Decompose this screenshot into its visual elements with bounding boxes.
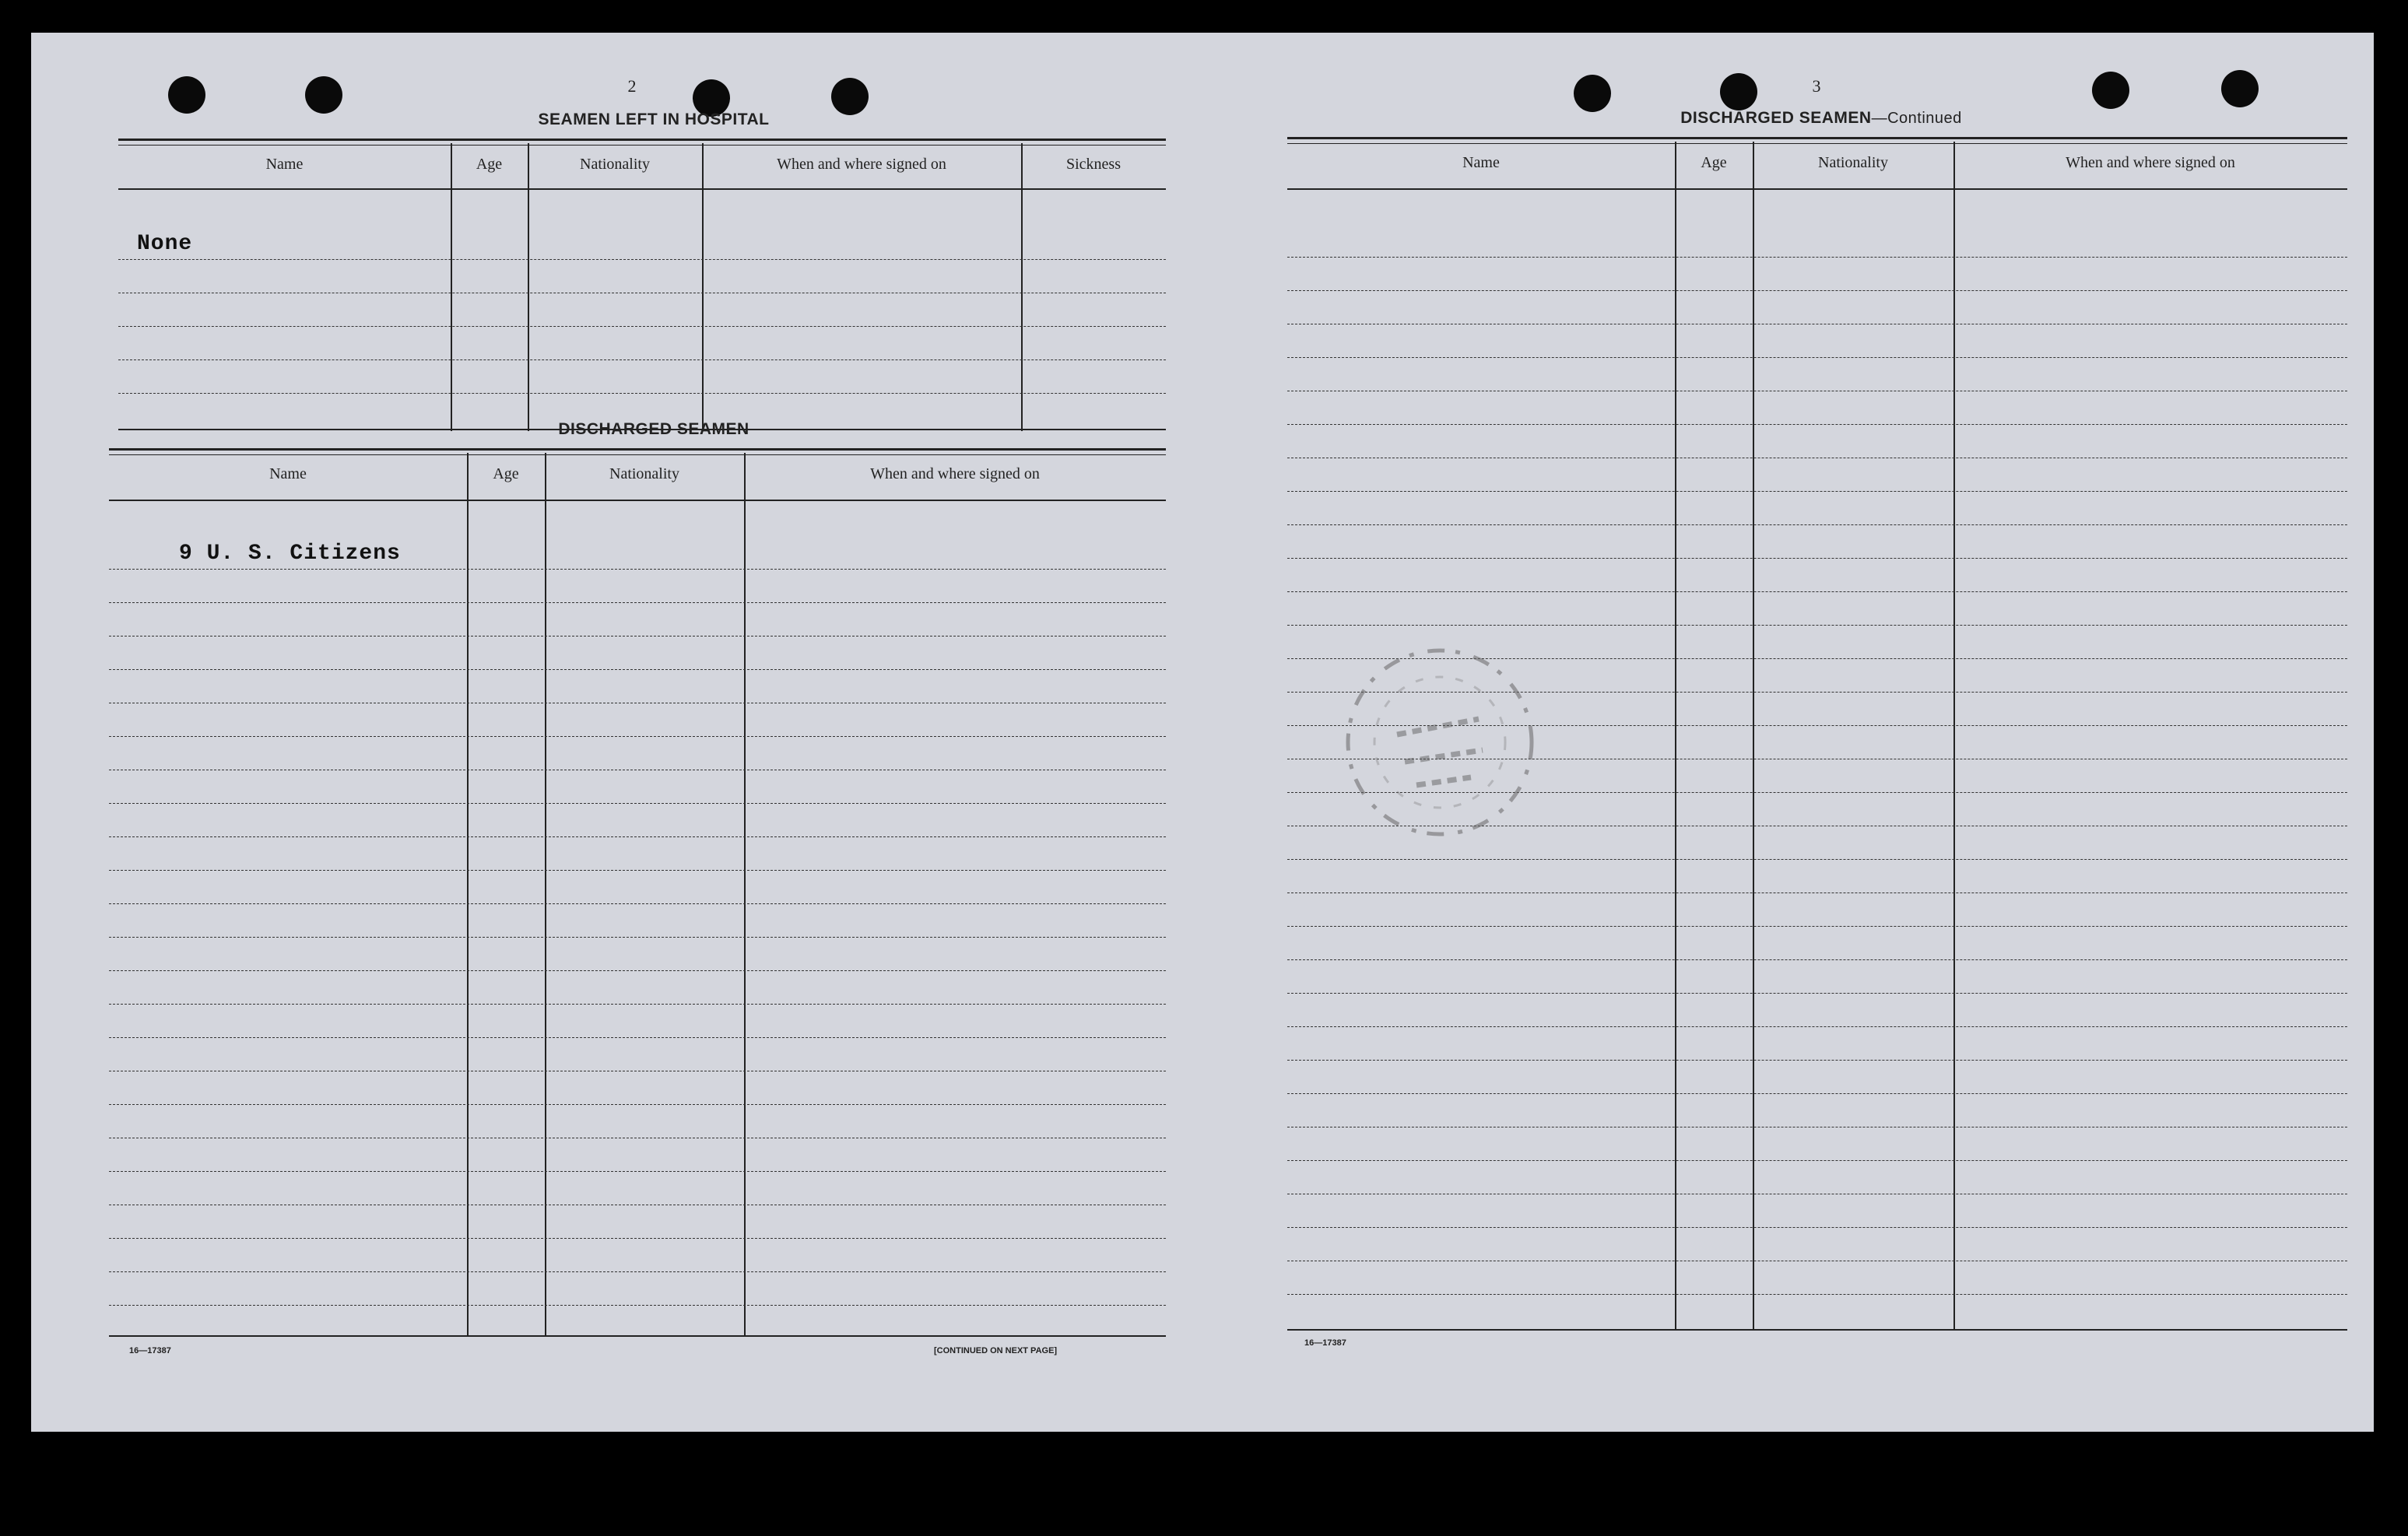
discharged-entry: 9 U. S. Citizens — [179, 542, 401, 566]
faded-stamp — [1323, 626, 1557, 859]
discharged-section-title: DISCHARGED SEAMEN — [558, 420, 749, 438]
binder-hole — [168, 76, 205, 114]
column-header-age: Age — [476, 156, 503, 173]
column-header-age: Age — [1701, 154, 1727, 171]
hospital-table — [118, 139, 1166, 434]
ledger-sheet — [31, 33, 2374, 1432]
binder-hole — [831, 78, 869, 115]
form-number-right: 16—17387 — [1304, 1338, 1346, 1348]
right-section-title — [1572, 109, 2070, 128]
column-header-signed-on: When and where signed on — [2066, 154, 2235, 171]
hospital-entry: None — [137, 232, 193, 256]
binder-hole — [2092, 72, 2129, 109]
column-header-nationality: Nationality — [609, 465, 679, 482]
page-number-right: 3 — [1812, 76, 1821, 96]
binder-hole — [305, 76, 342, 114]
column-header-name: Name — [265, 156, 304, 173]
column-header-signed-on: When and where signed on — [777, 156, 946, 173]
right-section-title-text: DISCHARGED SEAMEN — [1680, 109, 1872, 127]
column-header-name: Name — [269, 465, 307, 482]
column-header-age: Age — [493, 465, 519, 482]
hospital-section-title: SEAMEN LEFT IN HOSPITAL — [538, 110, 770, 128]
column-header-sickness: Sickness — [1066, 156, 1121, 173]
page-number-left: 2 — [627, 76, 637, 96]
binder-hole — [1720, 73, 1757, 110]
binder-hole — [2221, 70, 2259, 107]
column-header-name: Name — [1462, 154, 1500, 171]
right-section-title-suffix: —Continued — [1871, 110, 1962, 127]
column-header-nationality: Nationality — [580, 156, 650, 173]
column-header-nationality: Nationality — [1818, 154, 1888, 171]
continued-note: [CONTINUED ON NEXT PAGE] — [934, 1346, 1058, 1355]
binder-hole — [1574, 75, 1611, 112]
column-header-signed-on: When and where signed on — [870, 465, 1040, 482]
discharged-table-left — [109, 448, 1166, 1402]
form-number-left: 16—17387 — [129, 1346, 171, 1355]
